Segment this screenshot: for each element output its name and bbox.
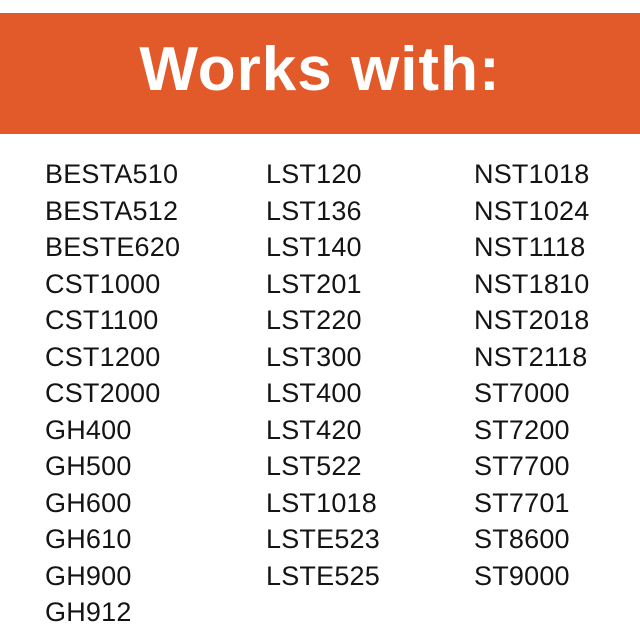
model-item: LST300: [266, 341, 362, 372]
model-item: NST2118: [474, 341, 588, 372]
model-item: CST2000: [45, 378, 161, 408]
model-item: NST1118: [474, 232, 586, 262]
model-item: CST1000: [45, 268, 161, 299]
model-item: ST7200: [474, 414, 570, 445]
model-item: GH900: [45, 560, 132, 591]
model-item: LST201: [266, 268, 362, 299]
model-item: GH600: [45, 487, 132, 518]
model-item: BESTA512: [45, 195, 179, 226]
model-item: BESTA510: [45, 159, 179, 189]
model-item: NST1810: [474, 268, 590, 299]
model-item: GH610: [45, 524, 132, 554]
model-column-1: [45, 156, 180, 631]
model-item: CST1100: [45, 305, 159, 335]
model-item: NST1018: [474, 159, 590, 189]
model-item: LST140: [266, 232, 362, 262]
model-item: LST220: [266, 305, 362, 335]
model-item: LST136: [266, 195, 362, 226]
model-item: LST400: [266, 378, 362, 408]
model-item: ST7700: [474, 451, 570, 481]
model-item: LST1018: [266, 487, 377, 518]
model-item: LSTE525: [266, 560, 380, 591]
model-item: LST420: [266, 414, 362, 445]
header-banner: [0, 13, 640, 134]
model-item: LST522: [266, 451, 362, 481]
model-column-2: [266, 156, 380, 594]
model-item: BESTE620: [45, 232, 181, 262]
model-item: ST7000: [474, 378, 570, 408]
model-column-3: [474, 156, 589, 594]
model-item: GH400: [45, 414, 132, 445]
model-item: ST9000: [474, 560, 570, 591]
model-item: LSTE523: [266, 524, 380, 554]
model-item: GH912: [45, 597, 132, 627]
model-item: NST1024: [474, 195, 590, 226]
model-item: LST120: [266, 159, 362, 189]
model-item: ST7701: [474, 487, 570, 518]
model-item: GH500: [45, 451, 132, 481]
model-item: NST2018: [474, 305, 590, 335]
banner-title: Works with:: [139, 35, 501, 104]
model-item: CST1200: [45, 341, 161, 372]
model-item: ST8600: [474, 524, 570, 554]
